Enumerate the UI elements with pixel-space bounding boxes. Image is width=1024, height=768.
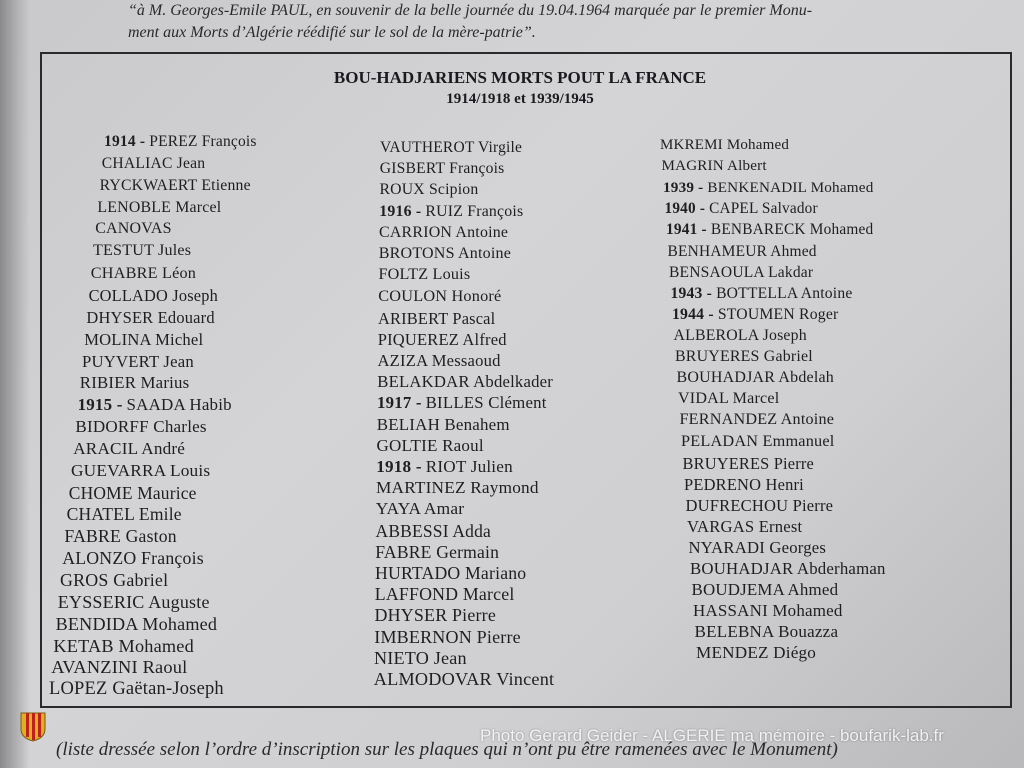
year-label: 1940 - — [664, 200, 706, 218]
person-name: MARTINEZ Raymond — [376, 478, 539, 498]
name-entry — [104, 133, 257, 151]
name-entry — [379, 224, 508, 242]
name-entry — [91, 264, 196, 283]
name-entry — [86, 308, 214, 328]
person-name: PELADAN Emmanuel — [681, 432, 835, 451]
person-name: PEREZ François — [149, 133, 257, 150]
person-name: PIQUEREZ Alfred — [377, 329, 507, 349]
year-label: 1918 - — [376, 457, 422, 476]
photo-watermark: Photo Gerard Geider - ALGERIE ma mémoire - boufarik-lab.fr — [480, 726, 944, 745]
name-entry — [374, 648, 467, 669]
name-entry — [678, 390, 779, 408]
person-name: BELEBNA Bouazza — [694, 622, 839, 642]
name-entry — [71, 461, 210, 481]
person-name: ALMODOVAR Vincent — [373, 669, 555, 689]
memorial-subtitle: 1914/1918 et 1939/1945 — [446, 91, 594, 107]
person-name: GUEVARRA Louis — [71, 460, 211, 480]
person-name: LENOBLE Marcel — [97, 198, 222, 216]
person-name: BOUDJEMA Ahmed — [691, 580, 839, 600]
person-name: BRUYERES Gabriel — [675, 348, 813, 365]
name-entry — [668, 243, 817, 261]
person-name: COULON Honoré — [378, 287, 502, 306]
person-name: BIDORFF Charles — [75, 417, 207, 437]
name-entry — [379, 203, 523, 221]
person-name: MOLINA Michel — [84, 329, 204, 349]
name-entry — [60, 570, 168, 591]
person-name: BROTONS Antoine — [378, 245, 512, 262]
name-entry — [89, 286, 218, 306]
name-entry — [681, 432, 835, 451]
name-entry — [56, 614, 218, 635]
person-name: CAPEL Salvador — [709, 200, 818, 218]
name-entry — [376, 499, 464, 519]
year-label: 1917 - — [377, 393, 422, 413]
person-name: IMBERNON Pierre — [374, 626, 521, 647]
memorial-title: BOU-HADJARIENS MORTS POUT LA FRANCE — [333, 68, 707, 87]
name-entry — [696, 643, 816, 663]
name-entry — [374, 627, 521, 648]
name-entry — [683, 454, 814, 474]
person-name: BENBARECK Mohamed — [710, 221, 874, 239]
name-entry — [64, 526, 176, 547]
person-name: ARACIL André — [73, 438, 186, 458]
person-name: ARIBERT Pascal — [378, 308, 496, 328]
page-binding-edge — [0, 0, 30, 768]
name-entry — [378, 351, 501, 371]
name-entry — [80, 373, 190, 393]
name-entry — [93, 242, 191, 260]
name-entry — [62, 548, 204, 569]
person-name: DUFRECHOU Pierre — [685, 495, 834, 515]
name-entry — [672, 306, 838, 324]
name-entry — [377, 393, 547, 413]
person-name: BELIAH Benahem — [376, 414, 510, 434]
person-name: VAUTHEROT Virgile — [380, 139, 523, 156]
coat-of-arms-icon — [20, 712, 46, 742]
name-entry — [377, 415, 510, 435]
person-name: DHYSER Pierre — [374, 605, 496, 626]
person-name: CANOVAS — [95, 220, 172, 238]
person-name: FABRE Germain — [375, 541, 500, 562]
person-name: LOPEZ Gaëtan-Joseph — [49, 679, 224, 700]
person-name: BENKENADIL Mohamed — [707, 179, 874, 197]
name-entry — [692, 580, 839, 600]
person-name: RIBIER Marius — [79, 373, 190, 393]
name-entry — [660, 137, 789, 154]
name-entry — [662, 158, 767, 175]
name-entry — [97, 199, 221, 217]
name-entry — [375, 584, 515, 605]
name-entry — [674, 327, 807, 345]
name-entry — [378, 309, 495, 329]
name-entry — [379, 266, 471, 284]
person-name: VARGAS Ernest — [687, 516, 803, 536]
name-entry — [376, 521, 491, 542]
name-entry — [665, 200, 818, 218]
year-label: 1916 - — [379, 202, 422, 220]
person-name: CHOME Maurice — [68, 482, 197, 503]
person-name: AZIZA Messaoud — [377, 351, 501, 370]
person-name: BOUHADJAR Abderhaman — [690, 559, 886, 578]
person-name: STOUMEN Roger — [717, 305, 839, 323]
person-name: RIOT Julien — [425, 457, 513, 476]
name-entry — [675, 348, 813, 366]
person-name: EYSSERIC Auguste — [57, 591, 210, 612]
dedication-line-1: “à M. Georges-Emile PAUL, en souvenir de la belle journée du 19.04.1964 marquée par le premier Monu- — [128, 2, 813, 19]
dedication-line-2: ment aux Morts d’Algérie réédifié sur le sol de la mère-patrie”. — [128, 24, 536, 41]
name-entry — [689, 538, 827, 558]
person-name: CHABRE Léon — [90, 264, 197, 283]
person-name: VIDAL Marcel — [678, 390, 780, 408]
name-entry — [684, 475, 804, 495]
person-name: LAFFOND Marcel — [374, 584, 515, 605]
person-name: GOLTIE Raoul — [376, 435, 484, 455]
person-name: BELAKDAR Abdelkader — [377, 372, 553, 392]
person-name: BENSAOULA Lakdar — [669, 263, 814, 281]
name-entry — [677, 369, 834, 387]
person-name: RYCKWAERT Etienne — [99, 176, 251, 194]
name-entry — [376, 457, 513, 477]
year-label: 1943 - — [670, 284, 713, 302]
name-entry — [376, 478, 539, 498]
name-entry — [666, 221, 873, 239]
person-name: GROS Gabriel — [60, 570, 169, 590]
person-name: FERNANDEZ Antoine — [679, 411, 835, 429]
person-name: HASSANI Mohamed — [693, 601, 843, 621]
person-name: SAADA Habib — [126, 395, 232, 415]
name-entry — [374, 669, 555, 690]
person-name: RUIZ François — [425, 202, 524, 220]
person-name: YAYA Amar — [375, 499, 465, 519]
person-name: ABBESSI Adda — [375, 520, 491, 541]
person-name: KETAB Mohamed — [53, 635, 194, 656]
name-entry — [375, 542, 499, 563]
person-name: BILLES Clément — [425, 393, 547, 413]
name-entry — [671, 285, 853, 303]
name-entry — [375, 563, 526, 584]
name-entry — [67, 504, 182, 525]
person-name: FOLTZ Louis — [378, 266, 471, 284]
year-label: 1941 - — [666, 221, 707, 239]
name-entry — [51, 657, 187, 678]
name-entry — [375, 605, 496, 626]
name-entry — [690, 559, 886, 579]
person-name: ROUX Scipion — [379, 181, 479, 199]
person-name: DHYSER Edouard — [86, 307, 215, 327]
person-name: PUYVERT Jean — [82, 351, 194, 371]
person-name: GISBERT François — [379, 160, 505, 178]
name-entry — [380, 139, 522, 157]
person-name: MKREMI Mohamed — [660, 137, 790, 153]
person-name: TESTUT Jules — [93, 242, 192, 260]
person-name: BOUHADJAR Abdelah — [676, 369, 834, 387]
name-entry — [73, 439, 185, 459]
name-entry — [82, 352, 194, 372]
person-name: FABRE Gaston — [64, 526, 177, 547]
year-label: 1914 - — [104, 133, 146, 150]
name-entry — [69, 483, 197, 504]
name-entry — [53, 636, 194, 657]
dedication-caption — [128, 0, 1008, 44]
person-name: CARRION Antoine — [379, 223, 509, 241]
name-entry — [663, 179, 874, 197]
person-name: MENDEZ Diégo — [696, 643, 817, 663]
person-name: PEDRENO Henri — [684, 474, 804, 494]
name-entry — [102, 155, 205, 173]
name-entry — [58, 592, 210, 613]
name-entry — [377, 436, 484, 456]
name-entry — [377, 372, 553, 392]
person-name: COLLADO Joseph — [88, 285, 218, 305]
year-label: 1915 - — [77, 395, 123, 415]
name-entry — [379, 245, 511, 263]
person-name: BRUYERES Pierre — [682, 453, 814, 473]
year-label: 1944 - — [672, 305, 714, 323]
person-name: NIETO Jean — [374, 647, 467, 668]
name-entry — [49, 679, 224, 700]
name-entry — [669, 264, 813, 282]
footer-note: (liste dressée selon l’ordre d’inscription sur les plaques qui n’ont pu être ramenées avec le Monument) — [56, 739, 838, 760]
person-name: HURTADO Mariano — [375, 563, 527, 583]
name-entry — [84, 330, 203, 350]
name-entry — [378, 287, 501, 306]
name-entry — [693, 601, 843, 621]
name-entry — [100, 177, 251, 195]
name-entry — [687, 517, 802, 537]
name-entry — [380, 160, 505, 178]
person-name: AVANZINI Raoul — [51, 657, 188, 678]
person-name: ALONZO François — [62, 548, 204, 569]
name-entry — [95, 220, 172, 238]
name-entry — [378, 330, 507, 350]
year-label: 1939 - — [663, 179, 704, 197]
person-name: BENHAMEUR Ahmed — [667, 242, 817, 260]
person-name: CHALIAC Jean — [101, 154, 206, 172]
name-entry — [686, 496, 834, 516]
person-name: NYARADI Georges — [688, 537, 827, 557]
person-name: ALBEROLA Joseph — [673, 326, 807, 344]
name-entry — [75, 417, 206, 437]
name-entry — [78, 395, 232, 415]
name-entry — [695, 622, 839, 642]
person-name: CHATEL Emile — [66, 504, 182, 525]
person-name: BOTTELLA Antoine — [716, 284, 853, 302]
name-entry — [680, 411, 835, 429]
person-name: BENDIDA Mohamed — [55, 613, 218, 634]
person-name: MAGRIN Albert — [661, 158, 767, 175]
name-entry — [380, 181, 479, 199]
